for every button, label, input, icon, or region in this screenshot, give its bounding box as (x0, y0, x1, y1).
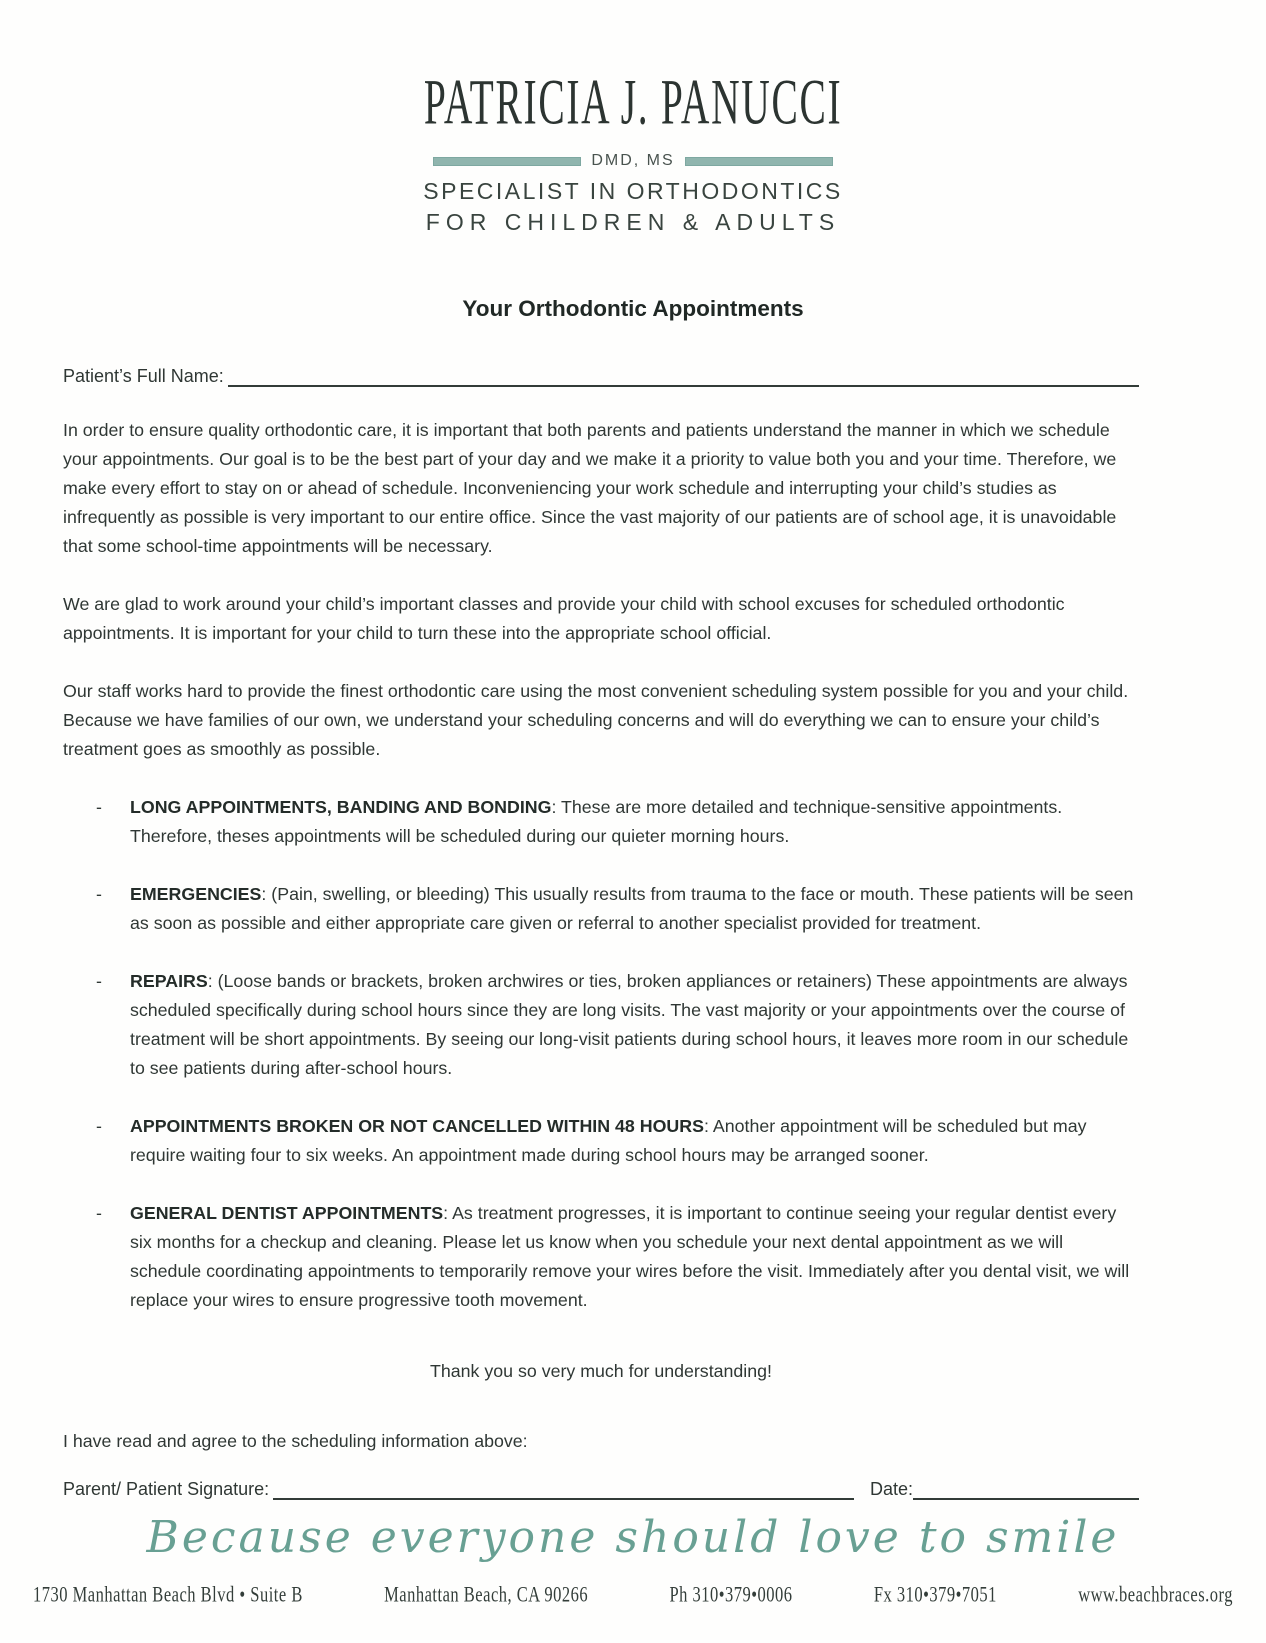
intro-paragraph: In order to ensure quality orthodontic care, it is important that both parents and patients understand the manner in which we schedule your appointments. Our goal is to be the best part of your day and we make it a priority to value both you and your time. Therefore, we make every effort to stay on or ahead of schedule. Inconveniencing your work schedule and interrupting your child’s studies as infrequently as possible is very important to our entire office. Since the vast majority of our patients are of school age, it is unavoidable that some school-time appointments will be necessary. (63, 420, 1117, 556)
appointment-types-list (63, 793, 1139, 1315)
list-item-text (130, 1199, 1139, 1315)
list-item-body: : These are more detailed and technique-sensitive appointments. Therefore, theses appointments will be scheduled during our quieter morning hours. (130, 797, 1063, 846)
footer-address: 1730 Manhattan Beach Blvd • Suite B (33, 1581, 303, 1607)
agreement-statement: I have read and agree to the scheduling information above: (63, 1431, 528, 1451)
bullet-dash: - (96, 797, 102, 817)
footer (33, 1581, 1233, 1608)
list-item-body: : As treatment progresses, it is important to continue seeing your regular dentist every six months for a checkup and cleaning. Please let us know when you schedule your next dental appointment as we will schedule coordinating appointments to temporarily remove your wires before the visit. Immediately after you dental visit, we will replace your wires to ensure progressive tooth movement. (130, 1203, 1130, 1310)
list-item-body: : (Loose bands or brackets, broken archwires or ties, broken appliances or retainers) These appointments are always scheduled specifically during school hours since they are long visits. The vast majority or your appointments over the course of treatment will be short appointments. By seeing our long-visit patients during school hours, it leaves more room in our schedule to see patients during after-school hours. (130, 971, 1129, 1078)
list-item-label: EMERGENCIES (130, 884, 262, 904)
teal-bar-right (685, 157, 833, 166)
list-item-emergencies (63, 880, 1139, 938)
footer-phone: Ph 310•379•0006 (669, 1581, 793, 1607)
bullet-dash: - (96, 1203, 102, 1223)
page-title: Your Orthodontic Appointments (462, 296, 804, 321)
specialty-line-2: FOR CHILDREN & ADULTS (425, 209, 841, 235)
list-item-label: APPOINTMENTS BROKEN OR NOT CANCELLED WITHIN 48 HOURS (130, 1116, 704, 1136)
footer-website: www.beachbraces.org (1078, 1581, 1233, 1607)
signature-row (63, 1479, 1139, 1500)
signature-line[interactable] (273, 1479, 854, 1500)
bullet-dash: - (96, 971, 102, 991)
list-item-repairs (63, 967, 1139, 1083)
school-excuses-paragraph: We are glad to work around your child’s important classes and provide your child with school excuses for scheduled orthodontic appointments. It is important for your child to turn these into the appropriate school official. (63, 594, 1065, 643)
list-item-body: : Another appointment will be scheduled but may require waiting four to six weeks. An appointment made during school hours may be arranged sooner. (130, 1116, 1087, 1165)
bullet-dash: - (96, 1116, 102, 1136)
list-item-text (130, 967, 1139, 1083)
patient-name-row (63, 366, 1139, 387)
list-item-broken-appointments (63, 1112, 1139, 1170)
list-item-label: LONG APPOINTMENTS, BANDING AND BONDING (130, 797, 552, 817)
list-item-text (130, 880, 1139, 938)
credentials-row (433, 152, 833, 170)
list-item-body: : (Pain, swelling, or bleeding) This usually results from trauma to the face or mouth. These patients will be seen as soon as possible and either appropriate care given or referral to another specialist provided for treatment. (130, 884, 1134, 933)
patient-name-line[interactable] (228, 366, 1139, 387)
thank-you-line: Thank you so very much for understanding! (430, 1361, 772, 1381)
footer-city: Manhattan Beach, CA 90266 (384, 1581, 589, 1607)
list-item-general-dentist (63, 1199, 1139, 1315)
document-body (63, 366, 1139, 1500)
signature-label: Parent/ Patient Signature: (63, 1479, 270, 1499)
bullet-dash: - (96, 884, 102, 904)
patient-name-label: Patient’s Full Name: (63, 366, 224, 386)
practice-logo (0, 0, 1266, 236)
date-label: Date: (869, 1479, 913, 1499)
specialty-line-1: SPECIALIST IN ORTHODONTICS (423, 178, 843, 204)
list-item-text (130, 793, 1139, 851)
script-tagline: Because everyone should love to smile (146, 1512, 1120, 1563)
list-item-long-appointments (63, 793, 1139, 851)
footer-fax: Fx 310•379•7051 (873, 1581, 997, 1607)
list-item-label: GENERAL DENTIST APPOINTMENTS (130, 1203, 444, 1223)
staff-paragraph: Our staff works hard to provide the finest orthodontic care using the most convenient scheduling system possible for you and your child. Because we have families of our own, we understand your scheduling concerns and will do everything we can to ensure your child’s treatment goes as smoothly as possible. (63, 681, 1129, 759)
credentials-text: DMD, MS (591, 152, 675, 169)
date-line[interactable] (913, 1479, 1139, 1500)
list-item-label: REPAIRS (130, 971, 208, 991)
practice-name: PATRICIA J. PANUCCI (423, 66, 843, 139)
teal-bar-left (433, 157, 581, 166)
list-item-text (130, 1112, 1139, 1170)
